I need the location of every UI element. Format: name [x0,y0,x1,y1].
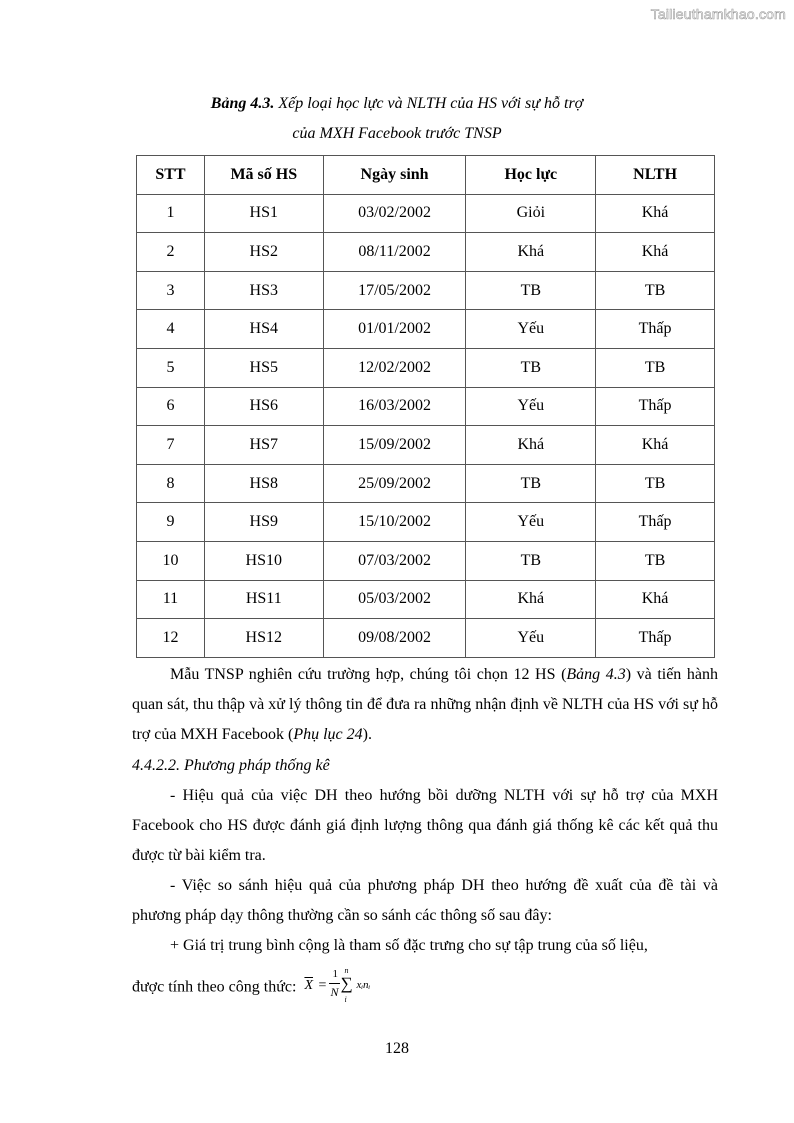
cell-nlth: TB [596,271,715,310]
para1-appendix-ref: Phụ lục 24 [293,726,363,743]
paragraph-comparison: - Việc so sánh hiệu quả của phương pháp DH theo hướng đề xuất của đề tài và phương pháp dạy thông thường cần so sánh các thông số sau đây: [132,877,718,924]
table-row [137,541,715,580]
cell-academic: Khá [466,580,596,619]
cell-birthdate: 05/03/2002 [323,580,466,619]
table-caption-label: Bảng 4.3. [210,95,275,112]
formula-term: xᵢnᵢ [356,979,371,991]
table-row [137,503,715,542]
cell-birthdate: 09/08/2002 [323,619,466,658]
cell-academic: Yếu [466,310,596,349]
cell-student-id: HS4 [204,310,323,349]
cell-stt: 1 [137,194,205,233]
paragraph-sample [132,660,718,750]
cell-birthdate: 08/11/2002 [323,233,466,272]
table-row [137,194,715,233]
cell-student-id: HS1 [204,194,323,233]
cell-nlth: TB [596,348,715,387]
formula-den: N [330,985,339,999]
table-row [137,580,715,619]
table-caption-line2: của MXH Facebook trước TNSP [292,125,502,142]
cell-nlth: TB [596,464,715,503]
cell-academic: Khá [466,426,596,465]
cell-nlth: Khá [596,426,715,465]
table-row [137,464,715,503]
cell-academic: TB [466,348,596,387]
table-caption-line1 [0,95,794,113]
cell-stt: 7 [137,426,205,465]
para1-table-ref: Bảng 4.3 [566,666,626,683]
formula-eq: = [318,978,327,993]
cell-stt: 6 [137,387,205,426]
cell-birthdate: 03/02/2002 [323,194,466,233]
cell-academic: Yếu [466,387,596,426]
table-row [137,426,715,465]
cell-student-id: HS5 [204,348,323,387]
cell-student-id: HS7 [204,426,323,465]
cell-stt: 5 [137,348,205,387]
cell-academic: Yếu [466,619,596,658]
paragraph-mean: + Giá trị trung bình cộng là tham số đặc trưng cho sự tập trung của số liệu, [170,937,648,954]
header-birthdate: Ngày sinh [323,156,466,195]
cell-birthdate: 01/01/2002 [323,310,466,349]
cell-birthdate: 25/09/2002 [323,464,466,503]
header-student-id: Mã số HS [204,156,323,195]
formula-num: 1 [332,968,338,980]
cell-academic: TB [466,541,596,580]
table-row [137,271,715,310]
cell-nlth: TB [596,541,715,580]
cell-stt: 2 [137,233,205,272]
mean-formula [304,968,382,1008]
formula-upper: n [344,966,349,975]
fraction-bar [329,983,340,984]
cell-student-id: HS3 [204,271,323,310]
section-heading: 4.4.2.2. Phương pháp thống kê [132,757,330,774]
cell-stt: 4 [137,310,205,349]
formula-lower: i [344,995,347,1004]
para1-text-a: Mẫu TNSP nghiên cứu trường hợp, chúng tôi chọn 12 HS ( [170,666,567,683]
cell-student-id: HS11 [204,580,323,619]
cell-birthdate: 17/05/2002 [323,271,466,310]
cell-nlth: Thấp [596,310,715,349]
formula-lhs: $\overline{X}$ [304,978,313,993]
cell-student-id: HS9 [204,503,323,542]
cell-stt: 9 [137,503,205,542]
table-row [137,310,715,349]
cell-academic: Yếu [466,503,596,542]
cell-nlth: Thấp [596,387,715,426]
cell-student-id: HS10 [204,541,323,580]
header-academic: Học lực [466,156,596,195]
cell-nlth: Khá [596,194,715,233]
cell-academic: TB [466,464,596,503]
table-header-row [137,156,715,195]
formula-sum: ∑ [340,974,353,993]
table-row [137,233,715,272]
cell-birthdate: 07/03/2002 [323,541,466,580]
cell-student-id: HS12 [204,619,323,658]
paragraph-effectiveness: - Hiệu quả của việc DH theo hướng bồi dưỡng NLTH với sự hỗ trợ của MXH Facebook cho HS được đánh giá định lượng thông qua đánh giá thống kê các kết quả thu được từ bài kiểm tra. [132,787,718,864]
header-stt: STT [137,156,205,195]
cell-nlth: Khá [596,580,715,619]
cell-stt: 12 [137,619,205,658]
cell-birthdate: 16/03/2002 [323,387,466,426]
cell-stt: 8 [137,464,205,503]
cell-nlth: Khá [596,233,715,272]
watermark: Tailieuthamkhao.com [650,6,786,22]
cell-stt: 3 [137,271,205,310]
cell-birthdate: 15/09/2002 [323,426,466,465]
cell-student-id: HS6 [204,387,323,426]
table-row [137,348,715,387]
table-row [137,387,715,426]
cell-student-id: HS2 [204,233,323,272]
table-row [137,619,715,658]
cell-nlth: Thấp [596,619,715,658]
cell-birthdate: 12/02/2002 [323,348,466,387]
cell-academic: Giỏi [466,194,596,233]
cell-stt: 10 [137,541,205,580]
para1-text-b: ) và tiến hành quan sát, thu thập và xử lý thông tin để đưa ra những nhận định về NLTH của HS với sự hỗ trợ của MXH Facebook ( [132,666,718,743]
cell-birthdate: 15/10/2002 [323,503,466,542]
cell-academic: Khá [466,233,596,272]
formula-line [132,968,382,1008]
header-nlth: NLTH [596,156,715,195]
cell-nlth: Thấp [596,503,715,542]
student-table [136,155,715,658]
cell-student-id: HS8 [204,464,323,503]
cell-stt: 11 [137,580,205,619]
cell-academic: TB [466,271,596,310]
para1-text-c: ). [362,726,372,743]
table-caption-text: Xếp loại học lực và NLTH của HS với sự hỗ trợ [274,95,584,112]
formula-prefix: được tính theo công thức: [132,978,297,996]
page-number: 128 [385,1040,409,1057]
